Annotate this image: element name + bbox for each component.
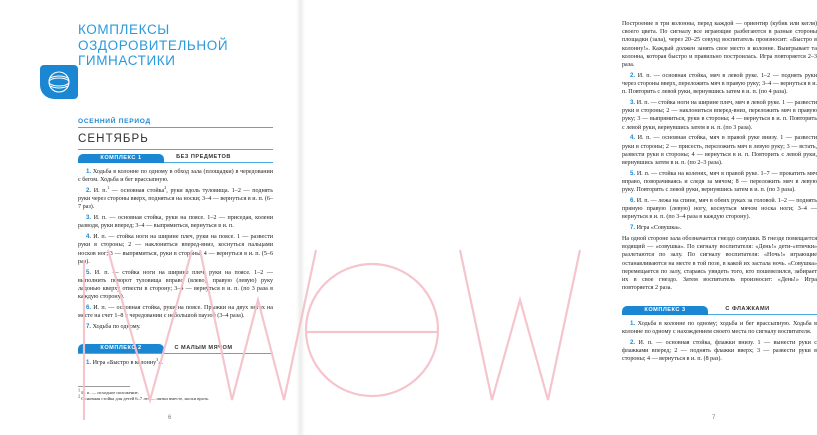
exercise-number: 6. xyxy=(630,197,636,205)
exercise-item xyxy=(622,170,817,195)
exercise-text: Игра «Быстро в колонну$^3$». xyxy=(91,356,163,366)
complex-3-item-list xyxy=(622,320,817,364)
exercise-text: И. п.$^1$ — основная стойка$^2$, руки вдоль туловища. 1–2 — поднять руки через стороны вверх, подняться на носки; 3–4 — вернуться в и. п. (6–7 раз). xyxy=(78,184,273,211)
game-intro-paragraph: Построение в три колонны, перед каждой — ориентир (кубик или кегля) своего цвета. По сигналу все играющие разбегаются в разные стороны площадки (зала), через 20–25 секунд воспитатель произносит: «Быстро в колонну!». Каждый должен занять свое место в колонне. Выигрывает та колонна, которая быстро и правильно построилась. Игра повторяется 2–3 раза. xyxy=(622,21,817,69)
footnotes xyxy=(78,386,273,403)
exercise-item xyxy=(78,233,273,266)
exercise-number: 4. xyxy=(630,134,636,142)
exercise-number: 1. xyxy=(630,320,636,328)
exercise-number: 3. xyxy=(630,99,636,107)
book-title-line-2: ОЗДОРОВИТЕЛЬНОЙ xyxy=(78,37,229,53)
exercise-item xyxy=(78,214,273,230)
exercise-number: 1. xyxy=(86,358,92,366)
exercise-item xyxy=(78,184,273,212)
complex-2-item-list xyxy=(78,356,273,367)
complex-2-header xyxy=(78,343,273,354)
complex-1-tag: КОМПЛЕКС 1 xyxy=(78,154,164,163)
exercise-text: И. п. — основная стойка, флажки внизу. 1 — вынести руки с флажками вперед; 2 — поднять флажки вверх; 3 — развести руки в стороны; 4 — вернуться в и. п. (8 раз). xyxy=(622,340,817,363)
exercise-text: И. п. — стойка ноги на ширине плеч, руки на поясе. 1–2 — выполнить поворот туловища вправо (влево), правую (левую) руку ладонью кверху отвести в сторону; 3–4 — вернуться в и. п. (по 3 раза в каждую сторону). xyxy=(78,269,273,301)
exercise-text: И. п. — основная стойка, руки на поясе. Прыжки на двух ногах на месте на счет 1–8 в чередовании с небольшой паузой (3–4 раза). xyxy=(78,305,273,320)
footnote-rule xyxy=(78,386,130,387)
footnote-line: $^1$ И. п. — исходное положение. xyxy=(78,386,139,395)
left-column-content xyxy=(78,152,273,370)
sovushka-game-paragraph: На одной стороне зала обозначается гнездо совушки. В гнезде помещается водящий — «совушка». По сигналу воспитателя: «День!» дети-«птички» разлетаются по залу. По сигналу воспитателя: «Ночь!» играющие останавливаются на месте в той позе, в какой их застала ночь. «Совушка» перемещается по залу, стараясь увидеть того, кто пошевелился, забирает их в свое гнездо. Затем воспитатель произносит: «День!» Игра повторяется 2 раза. xyxy=(622,236,817,292)
book-title-line-1: КОМПЛЕКСЫ xyxy=(78,22,170,37)
book-title xyxy=(78,22,288,69)
exercise-text: И. п. — основная стойка, мяч в левой руке. 1–2 — поднять руки через стороны вверх, переложить мяч в правую руку; 3–4 — вернуться в и. п. Повторить с левой руки, вернувшись затем в и. п. (по 4 раза). xyxy=(622,72,817,96)
exercise-number: 3. xyxy=(86,214,92,222)
exercise-text: И. п. — стойка ноги на ширине плеч, мяч в левой руке. 1 — развести руки в стороны; 2 — наклониться вперед-вниз, переложить мяч в правую руку; 3 — выпрямиться, руки в стороны; 4 — вернуться в и. п. Повторить с левой руки, вернувшись затем в и. п. (по 3 раза). xyxy=(622,100,817,131)
exercise-item xyxy=(622,197,817,222)
complex-2-continued-item-list xyxy=(622,72,817,233)
left-page xyxy=(0,0,300,435)
exercise-item xyxy=(622,134,817,167)
complex-2-tag: КОМПЛЕКС 2 xyxy=(78,344,164,353)
exercise-number: 2. xyxy=(630,339,636,347)
exercise-text: Ходьба в колонне по одному; ходьба и бег врассыпную. Ходьба в колонне по одному с нахождением своего места по сигналу воспитателя. xyxy=(622,321,817,336)
exercise-item xyxy=(622,224,817,232)
season-period-label: ОСЕННИЙ ПЕРИОД xyxy=(78,118,273,128)
exercise-number: 6. xyxy=(86,304,92,312)
complex-1-item-list xyxy=(78,168,273,331)
footnote-line: $^2$ Основная стойка для детей 6–7 лет — пятки вместе, носки врозь. xyxy=(78,393,210,402)
season-block xyxy=(78,118,273,150)
exercise-number: 4. xyxy=(86,233,92,241)
book-title-line-3: ГИМНАСТИКИ xyxy=(78,53,176,68)
complex-3-equipment: С ФЛАЖКАМИ xyxy=(725,305,770,312)
exercise-item xyxy=(78,356,273,367)
complex-3-tag: КОМПЛЕКС 3 xyxy=(622,306,708,315)
exercise-number: 7. xyxy=(630,224,636,232)
exercise-text: Игра «Совушка». xyxy=(635,225,682,232)
complex-2-equipment: С МАЛЫМ МЯЧОМ xyxy=(174,344,233,351)
sphere-logo-icon xyxy=(40,65,78,99)
folio-left: 6 xyxy=(168,415,172,421)
exercise-item xyxy=(622,99,817,132)
folio-right: 7 xyxy=(712,415,716,421)
month-label: СЕНТЯБРЬ xyxy=(78,128,273,150)
complex-1-header xyxy=(78,152,273,163)
exercise-item xyxy=(622,320,817,336)
exercise-number: 2. xyxy=(630,71,636,79)
complex-1-equipment: БЕЗ ПРЕДМЕТОВ xyxy=(176,153,231,160)
exercise-item xyxy=(78,304,273,320)
exercise-text: И. п. — стойка ноги на ширине плеч, руки на поясе. 1 — развести руки в стороны; 2 — наклониться вперед-вниз, коснуться пальцами носков ног; 3 — выпрямиться, руки в стороны; 4 — вернуться в и. п. (5–6 раз). xyxy=(78,234,273,265)
exercise-item xyxy=(622,339,817,364)
exercise-number: 5. xyxy=(630,169,636,177)
exercise-number: 1. xyxy=(86,168,92,175)
exercise-item xyxy=(78,269,273,302)
complex-3-header xyxy=(622,304,817,315)
exercise-number: 2. xyxy=(86,187,92,194)
exercise-item xyxy=(78,168,273,184)
exercise-text: Ходьба по одному. xyxy=(91,324,141,331)
exercise-number: 5. xyxy=(86,268,92,276)
exercise-text: И. п. — основная стойка, мяч в правой руке внизу. 1 — развести руки в стороны; 2 — присесть, переложить мяч в левую руку; 3 — встать, развести руки в стороны; 4 — вернуться в и. п. Повторить с левой руки, вернувшись затем в и. п. (по 2–3 раза). xyxy=(622,135,817,167)
exercise-text: И. п. — стойка на коленях, мяч в правой руке. 1–7 — прокатить мяч вправо, поворачиваясь и следя за мячом; 8 — переложить мяч в левую руку. Повторить с левой руки, вернувшись затем в и. п. (по 3 раза). xyxy=(622,170,817,194)
exercise-item xyxy=(622,72,817,97)
exercise-item xyxy=(78,323,273,331)
exercise-number: 7. xyxy=(86,323,92,331)
exercise-text: И. п. — лежа на спине, мяч в обеих руках за головой. 1–2 — поднять прямую правую (левую) ногу, коснуться мячом носка ноги; 3–4 — вернуться в и. п. (по 3–4 раза в каждую сторону). xyxy=(622,198,817,221)
right-column-content xyxy=(622,20,817,366)
right-page xyxy=(300,0,817,435)
exercise-text: И. п. — основная стойка, руки на поясе. 1–2 — приседая, колени разводя, руки вперед; 3–4 — выпрямиться, вернуться в и. п. xyxy=(78,215,273,230)
exercise-text: Ходьба в колонне по одному в обход зала (площадки) в чередовании с бегом. Ходьба и бег врассыпную. xyxy=(78,169,273,184)
